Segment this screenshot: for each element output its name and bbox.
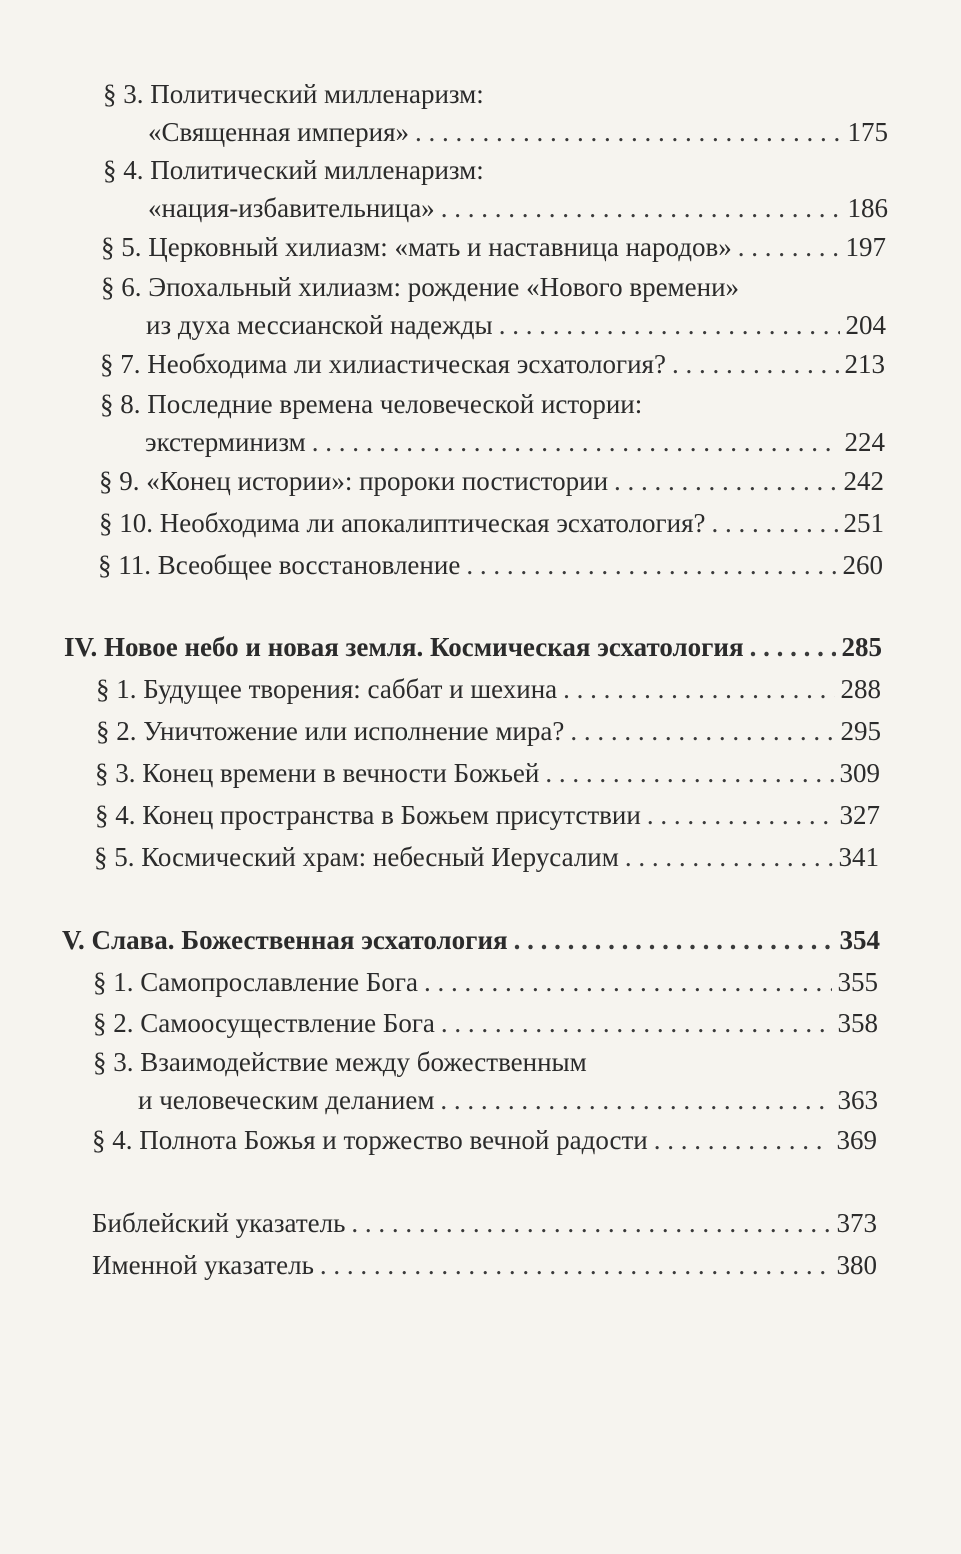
- toc-entry: [99, 504, 884, 542]
- dot-leader: [351, 1204, 830, 1242]
- dot-leader: [738, 228, 840, 266]
- toc-page-number: 242: [843, 466, 884, 496]
- toc-chapter: [64, 628, 882, 666]
- dot-leader: [750, 628, 836, 666]
- toc-page-number: 354: [839, 925, 880, 955]
- toc-entry: [93, 963, 878, 1001]
- toc-entry: [93, 1004, 878, 1042]
- toc-page-number: 355: [837, 967, 878, 997]
- dot-leader: [424, 963, 832, 1001]
- toc-entry: [93, 1043, 878, 1119]
- toc-page-number: 285: [841, 632, 882, 662]
- toc-entry-title-line1: § 3. Политический милленаризм:: [103, 79, 484, 109]
- toc-entry: [103, 151, 888, 227]
- toc-entry: [94, 838, 879, 876]
- toc-page-number: 341: [838, 842, 879, 872]
- toc-entry: [96, 712, 881, 750]
- toc-entry-title-line2: и человеческим деланием: [138, 1085, 435, 1115]
- dot-leader: [320, 1246, 831, 1284]
- dot-leader: [440, 1081, 831, 1119]
- dot-leader: [499, 306, 840, 344]
- toc-page-number: 309: [839, 758, 880, 788]
- toc-page-number: 260: [842, 550, 883, 580]
- toc-entry: [92, 1121, 877, 1159]
- toc-entry-title: § 5. Церковный хилиазм: «мать и наставница народов»: [101, 232, 732, 262]
- toc-page-number: 380: [836, 1250, 877, 1280]
- toc-page-number: 175: [847, 117, 888, 147]
- toc-entry-title: § 3. Конец времени в вечности Божьей: [95, 758, 540, 788]
- toc-entry: [95, 754, 880, 792]
- dot-leader: [466, 546, 836, 584]
- toc-entry-title: § 7. Необходима ли хилиастическая эсхатология?: [100, 349, 666, 379]
- dot-leader: [625, 838, 833, 876]
- dot-leader: [441, 1004, 832, 1042]
- dot-leader: [514, 921, 834, 959]
- toc-entry-title-line1: § 3. Взаимодействие между божественным: [93, 1047, 587, 1077]
- toc-entry: [96, 670, 881, 708]
- toc-page-number: 197: [845, 232, 886, 262]
- toc-page-number: 369: [836, 1125, 877, 1155]
- dot-leader: [415, 113, 842, 151]
- toc-entry: [103, 75, 888, 151]
- toc-entry-title: § 1. Самопрославление Бога: [93, 967, 418, 997]
- toc-page-number: 288: [840, 674, 881, 704]
- toc-entry-title: § 2. Уничтожение или исполнение мира?: [96, 716, 565, 746]
- toc-entry-title-line1: § 4. Политический милленаризм:: [103, 155, 484, 185]
- toc-page-number: 204: [845, 310, 886, 340]
- toc-entry-title-line2: экстерминизм: [145, 427, 306, 457]
- toc-entry-title: § 4. Конец пространства в Божьем присутствии: [95, 800, 641, 830]
- dot-leader: [614, 462, 837, 500]
- toc-index-entry: [92, 1246, 877, 1284]
- toc-entry-title: Именной указатель: [92, 1250, 314, 1280]
- toc-entry-title-line2: «Священная империя»: [148, 117, 409, 147]
- toc-entry-title: § 1. Будущее творения: саббат и шехина: [96, 674, 558, 704]
- toc-entry-title: Библейский указатель: [92, 1208, 346, 1238]
- toc-entry-title-line1: § 6. Эпохальный хилиазм: рождение «Нового времени»: [101, 272, 740, 302]
- toc-entry-title: § 2. Самоосуществление Бога: [93, 1008, 435, 1038]
- toc-entry-title: § 11. Всеобщее восстановление: [98, 550, 461, 580]
- toc-entry: [101, 268, 886, 344]
- toc-entry-title-line2: «нация-избавительница»: [148, 193, 435, 223]
- toc-entry: [100, 385, 885, 461]
- toc-entry: [100, 345, 885, 383]
- toc-page-number: 295: [840, 716, 881, 746]
- toc-entry-title: § 10. Необходима ли апокалиптическая эсхатология?: [99, 508, 706, 538]
- dot-leader: [545, 754, 833, 792]
- dot-leader: [563, 670, 834, 708]
- toc-entry: [95, 796, 880, 834]
- toc-chapter-title: V. Слава. Божественная эсхатология: [62, 925, 508, 955]
- toc-entry-title: § 4. Полнота Божья и торжество вечной радости: [92, 1125, 648, 1155]
- dot-leader: [441, 189, 842, 227]
- toc-page-number: 251: [843, 508, 884, 538]
- toc-entry: [101, 228, 886, 266]
- dot-leader: [654, 1121, 831, 1159]
- toc-page-number: 327: [839, 800, 880, 830]
- toc-entry-title: § 9. «Конец истории»: пророки постистории: [99, 466, 609, 496]
- dot-leader: [647, 796, 834, 834]
- toc-index-entry: [92, 1204, 877, 1242]
- dot-leader: [672, 345, 839, 383]
- toc-entry-title-line1: § 8. Последние времена человеческой истории:: [100, 389, 643, 419]
- toc-entry: [99, 462, 884, 500]
- dot-leader: [312, 423, 839, 461]
- dot-leader: [570, 712, 834, 750]
- toc-page-number: 186: [847, 193, 888, 223]
- toc-page-number: 373: [836, 1208, 877, 1238]
- dot-leader: [711, 504, 837, 542]
- toc-page-number: 213: [844, 349, 885, 379]
- toc-chapter: [62, 921, 880, 959]
- toc-entry: [98, 546, 883, 584]
- toc-page-number: 224: [844, 427, 885, 457]
- toc-page-number: 358: [837, 1008, 878, 1038]
- toc-entry-title: § 5. Космический храм: небесный Иерусалим: [94, 842, 619, 872]
- toc-chapter-title: IV. Новое небо и новая земля. Космическая эсхатология: [64, 632, 744, 662]
- toc-page-number: 363: [837, 1085, 878, 1115]
- toc-entry-title-line2: из духа мессианской надежды: [146, 310, 493, 340]
